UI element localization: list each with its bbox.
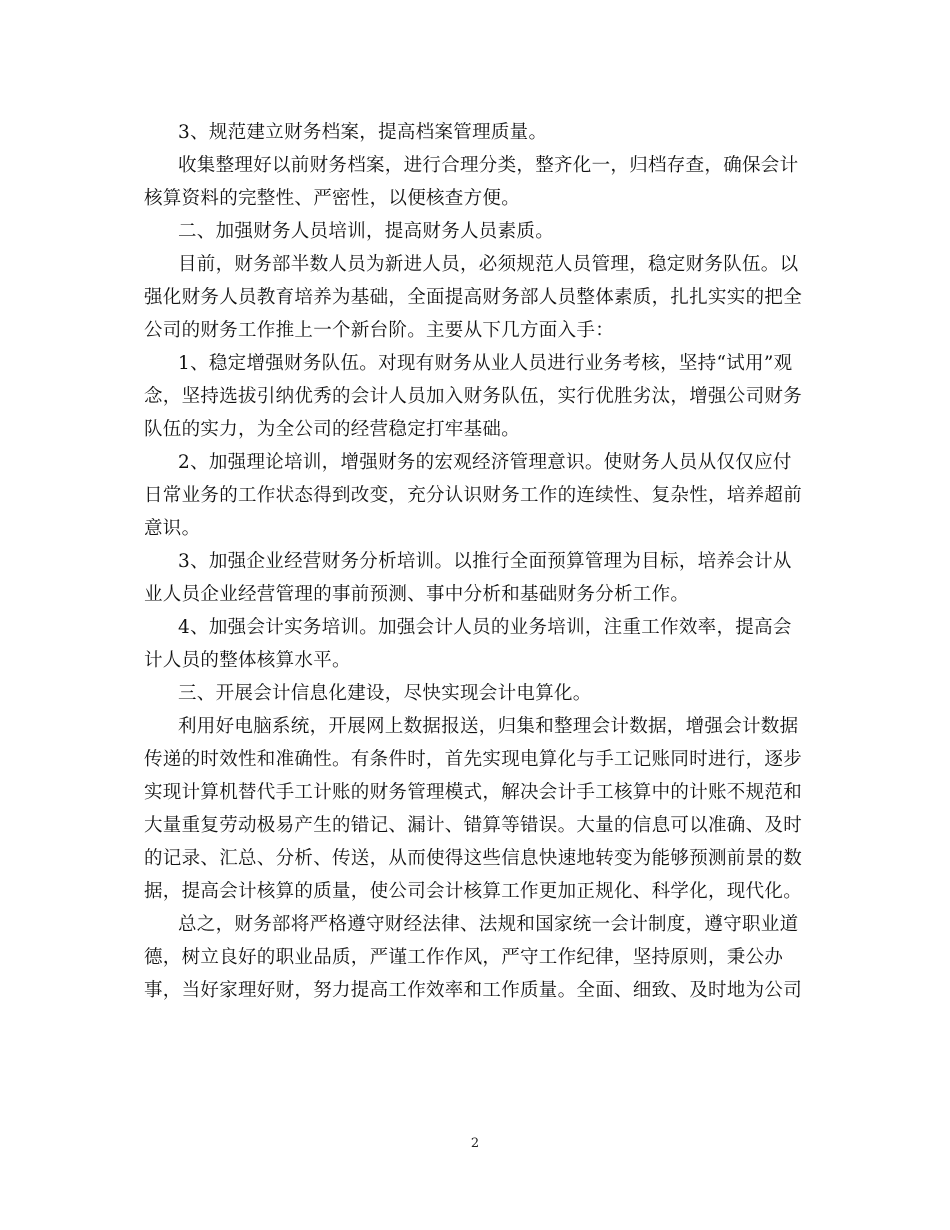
- paragraph-training-intro: 目前，财务部半数人员为新进人员，必须规范人员管理，稳定财务队伍。以强化财务人员教育培养为基础，全面提高财务部人员整体素质，扎扎实实的把全公司的财务工作推上一个新台阶。主要从下几方面入手：: [144, 254, 803, 341]
- paragraph-training-heading: 二、加强财务人员培训，提高财务人员素质。: [178, 221, 555, 242]
- paragraph-computerization-heading: 三、开展会计信息化建设，尽快实现会计电算化。: [178, 683, 592, 704]
- page-number: 2: [470, 1136, 480, 1151]
- paragraph-item-2: 2、加强理论培训，增强财务的宏观经济管理意识。使财务人员从仅仅应付日常业务的工作状态得到改变，充分认识财务工作的连续性、复杂性，培养超前意识。: [144, 452, 803, 539]
- paragraph-archive-heading: 3、规范建立财务档案，提高档案管理质量。: [178, 122, 548, 143]
- paragraph-computerization-body: 利用好电脑系统，开展网上数据报送，归集和整理会计数据，增强会计数据传递的时效性和准确性。有条件时，首先实现电算化与手工记账同时进行，逐步实现计算机替代手工计账的财务管理模式，解决会计手工核算中的计账不规范和大量重复劳动极易产生的错记、漏计、错算等错误。大量的信息可以准确、及时的记录、汇总、分析、传送，从而使得这些信息快速地转变为能够预测前景的数据，提高会计核算的质量，使公司会计核算工作更加正规化、科学化，现代化。: [144, 716, 803, 902]
- paragraph-archive-body: 收集整理好以前财务档案，进行合理分类，整齐化一，归档存查，确保会计核算资料的完整性、严密性，以便核查方便。: [144, 155, 799, 209]
- paragraph-item-1: 1、稳定增强财务队伍。对现有财务从业人员进行业务考核，坚持“试用”观念，坚持选拔引纳优秀的会计人员加入财务队伍，实行优胜劣汰，增强公司财务队伍的实力，为全公司的经营稳定打牢基础。: [144, 353, 803, 440]
- document-body: [144, 116, 804, 1007]
- paragraph-item-3: 3、加强企业经营财务分析培训。以推行全面预算管理为目标，培养会计从业人员企业经营管理的事前预测、事中分析和基础财务分析工作。: [144, 551, 792, 605]
- paragraph-item-4: 4、加强会计实务培训。加强会计人员的业务培训，注重工作效率，提高会计人员的整体核算水平。: [144, 617, 792, 671]
- paragraph-conclusion: 总之，财务部将严格遵守财经法律、法规和国家统一会计制度，遵守职业道德，树立良好的职业品质，严谨工作作风，严守工作纪律，坚持原则，秉公办事，当好家理好财，努力提高工作效率和工作质量。全面、细致、及时地为公司: [144, 914, 803, 1001]
